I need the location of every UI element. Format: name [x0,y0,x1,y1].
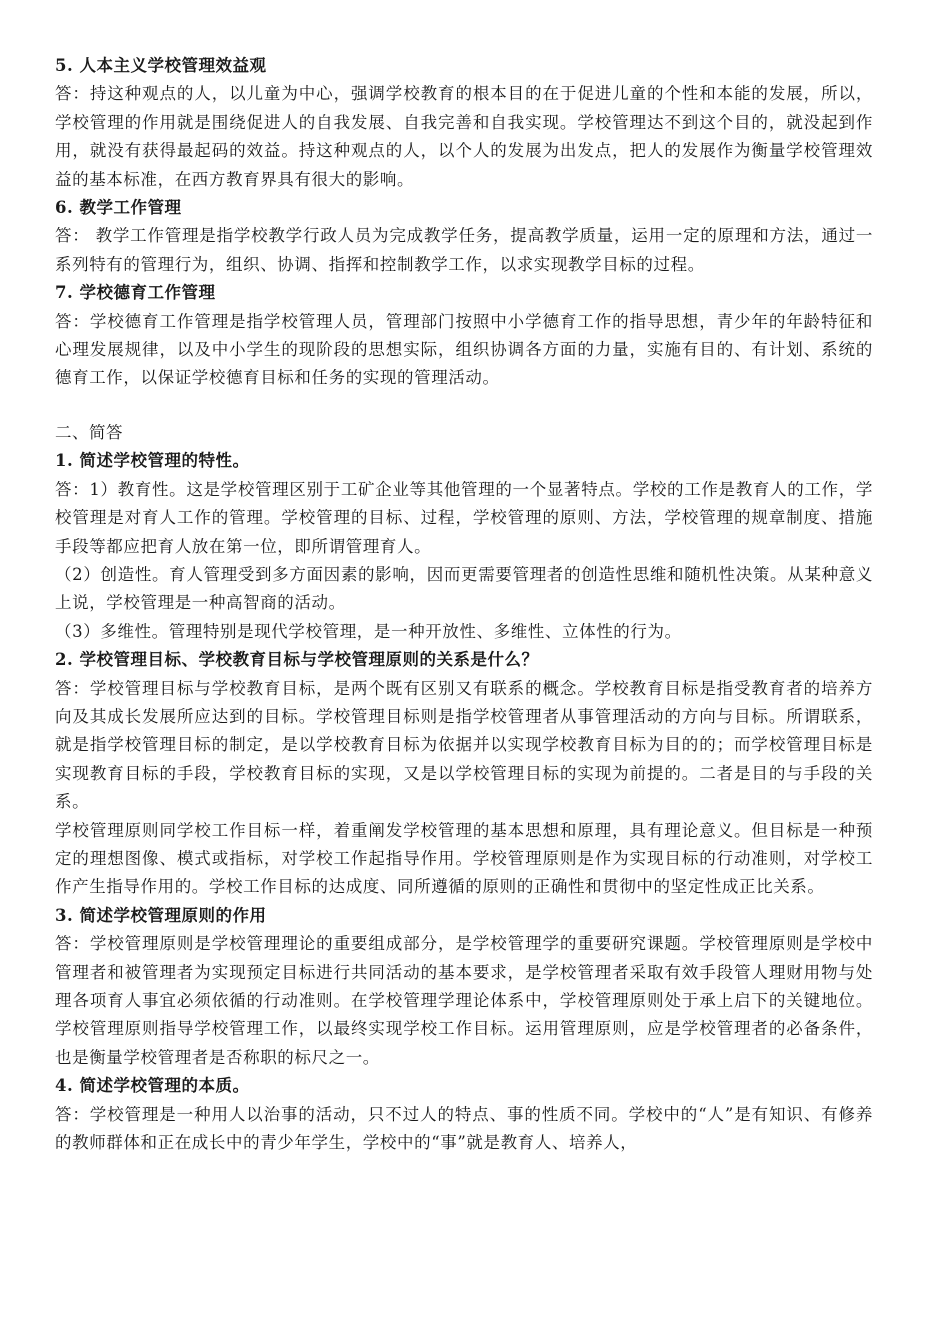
term-answer-7: 答：学校德育工作管理是指学校管理人员，管理部门按照中小学德育工作的指导思想，青少年的年龄特征和心理发展规律，以及中小学生的现阶段的思想实际，组织协调各方面的力量，实施有目的、有计划、系统的德育工作，以保证学校德育目标和任务的实现的管理活动。 [55,311,873,388]
question-1-paragraph-1: 答：1）教育性。这是学校管理区别于工矿企业等其他管理的一个显著特点。学校的工作是教育人的工作，学校管理是对育人工作的管理。学校管理的目标、过程，学校管理的原则、方法，学校管理的规章制度、措施手段等都应把育人放在第一位，即所谓管理育人。 [55,479,873,556]
question-item-2 [55,646,873,902]
term-title-6: 6. 教学工作管理 [55,198,182,218]
term-answer-5: 答：持这种观点的人，以儿童为中心，强调学校教育的根本目的在于促进儿童的个性和本能的发展，所以，学校管理的作用就是围绕促进人的自我发展、自我完善和自我实现。学校管理达不到这个目的，就没起到作用，就没有获得最起码的效益。持这种观点的人，以个人的发展为出发点，把人的发展作为衡量学校管理效益的基本标准，在西方教育界具有很大的影响。 [55,84,873,189]
question-2-paragraph-2: 学校管理原则同学校工作目标一样，着重阐发学校管理的基本思想和原理，具有理论意义。但目标是一种预定的理想图像、模式或指标，对学校工作起指导作用。学校管理原则是作为实现目标的行动准则，对学校工作产生指导作用的。学校工作目标的达成度、同所遵循的原则的正确性和贯彻中的坚定性成正比关系。 [55,820,873,897]
term-answer-6: 答： 教学工作管理是指学校教学行政人员为完成教学任务，提高教学质量，运用一定的原理和方法，通过一系列特有的管理行为，组织、协调、指挥和控制教学工作，以求实现教学目标的过程。 [55,226,873,274]
question-1-paragraph-2: （2）创造性。育人管理受到多方面因素的影响，因而更需要管理者的创造性思维和随机性决策。从某种意义上说，学校管理是一种高智商的活动。 [55,564,873,613]
section-title-short-answer: 二、简答 [55,422,123,442]
question-title-3: 3. 简述学校管理原则的作用 [55,905,267,925]
question-title-1: 1. 简述学校管理的特性。 [55,451,250,471]
term-item-7 [55,279,873,393]
term-title-5: 5. 人本主义学校管理效益观 [55,56,267,75]
document-page [55,52,873,1157]
term-item-6 [55,194,873,279]
question-item-4 [55,1072,873,1157]
question-item-1 [55,447,873,646]
question-2-paragraph-1: 答：学校管理目标与学校教育目标，是两个既有区别又有联系的概念。学校教育目标是指受教育者的培养方向及其成长发展所应达到的目标。学校管理目标则是指学校管理者从事管理活动的方向与目标。所谓联系，就是指学校管理目标的制定，是以学校教育目标为依据并以实现学校教育目标为目的的；而学校管理目标是实现教育目标的手段，学校教育目标的实现，又是以学校管理目标的实现为前提的。二者是目的与手段的关系。 [55,678,873,812]
question-3-paragraph-1: 答：学校管理原则是学校管理理论的重要组成部分，是学校管理学的重要研究课题。学校管理原则是学校中管理者和被管理者为实现预定目标进行共同活动的基本要求，是学校管理者采取有效手段管人理财用物与处理各项育人事宜必须依循的行动准则。在学校管理学理论体系中，学校管理原则处于承上启下的关键地位。学校管理原则指导学校管理工作，以最终实现学校工作目标。运用管理原则，应是学校管理者的必备条件，也是衡量学校管理者是否称职的标尺之一。 [55,934,873,1067]
question-4-paragraph-1: 答：学校管理是一种用人以治事的活动，只不过人的特点、事的性质不同。学校中的“人”是有知识、有修养的教师群体和正在成长中的青少年学生，学校中的“事”就是教育人、培养人， [55,1104,873,1153]
question-title-2: 2. 学校管理目标、学校教育目标与学校管理原则的关系是什么？ [55,650,539,670]
question-item-3 [55,902,873,1072]
question-1-paragraph-3: （3）多维性。管理特别是现代学校管理，是一种开放性、多维性、立体性的行为。 [55,621,682,641]
term-item-5 [55,52,873,194]
question-title-4: 4. 简述学校管理的本质。 [55,1076,250,1096]
term-title-7: 7. 学校德育工作管理 [55,283,216,303]
